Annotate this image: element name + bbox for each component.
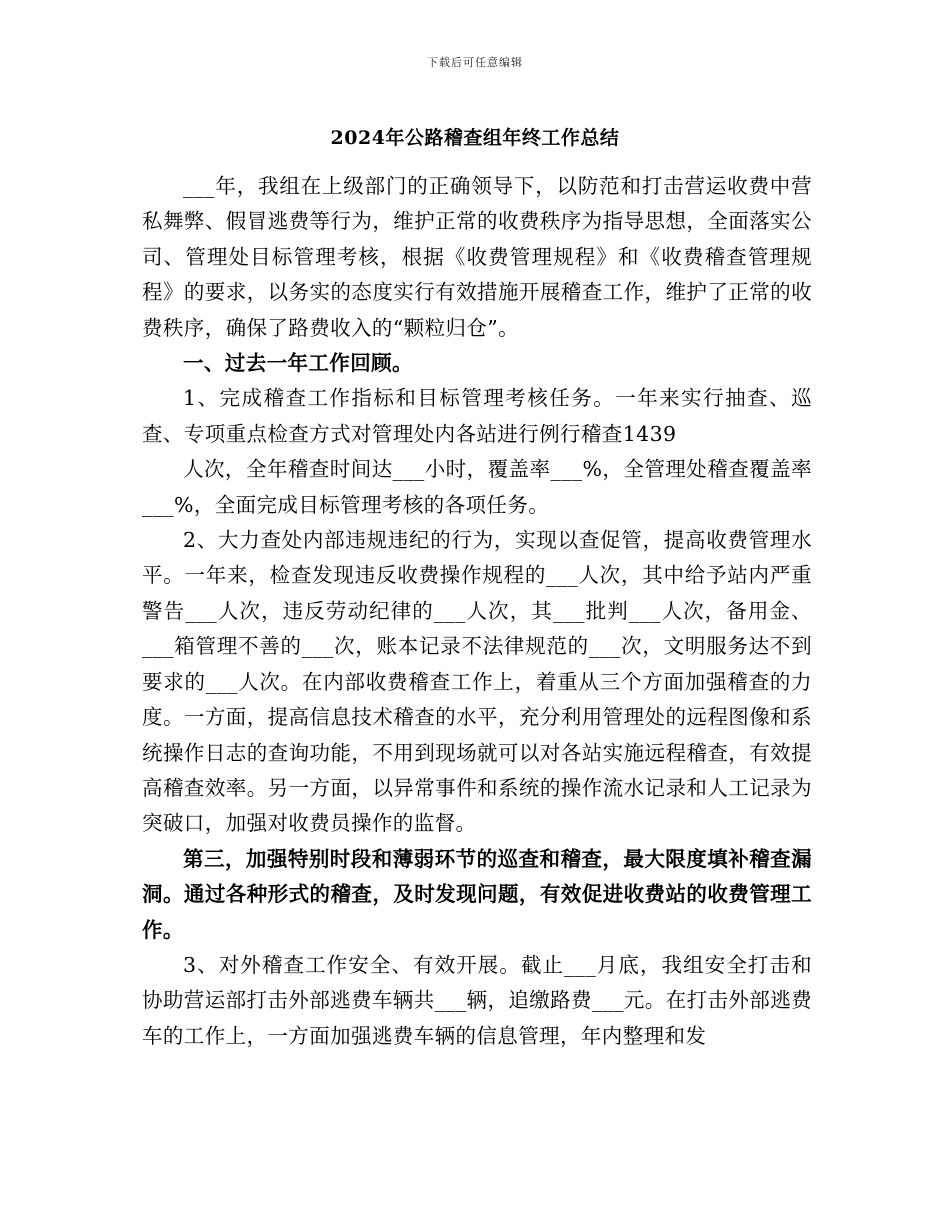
paragraph-item-3: 3、对外稽查工作安全、有效开展。截止___月底，我组安全打击和协助营运部打击外部逃费车辆共___辆，追缴路费___元。在打击外部逃费车的工作上，一方面加强逃费车辆的信息管理，年内整理和发 (142, 952, 812, 1048)
document-title: 2024年公路稽查组年终工作总结 (330, 127, 620, 149)
document-body (142, 169, 812, 1054)
header-note: 下载后可任意编辑 (427, 56, 523, 69)
paragraph-item-1-continued: 人次，全年稽查时间达___小时，覆盖率___%，全管理处稽查覆盖率___%，全面完成目标管理考核的各项任务。 (142, 457, 812, 517)
paragraph-item-1: 1、完成稽查工作指标和目标管理考核任务。一年来实行抽查、巡查、专项重点检查方式对管理处内各站进行例行稽查1439 (142, 386, 812, 446)
paragraph-third-point: 第三，加强特别时段和薄弱环节的巡查和稽查，最大限度填补稽查漏洞。通过各种形式的稽查，及时发现问题，有效促进收费站的收费管理工作。 (142, 846, 812, 942)
section-heading-review: 一、过去一年工作回顾。 (183, 351, 413, 376)
paragraph-item-2: 2、大力查处内部违规违纪的行为，实现以查促管，提高收费管理水平。一年来，检查发现违反收费操作规程的___人次，其中给予站内严重警告___人次，违反劳动纪律的___人次，其___批判___人次，备用金、___箱管理不善的___次，账本记录不法律规范的___次，文明服务达不到要求的___人次。在内部收费稽查工作上，着重从三个方面加强稽查的力度。一方面，提高信息技术稽查的水平，充分利用管理处的远程图像和系统操作日志的查询功能，不用到现场就可以对各站实施远程稽查，有效提高稽查效率。另一方面，以异常事件和系统的操作流水记录和人工记录为突破口，加强对收费员操作的监督。 (142, 528, 812, 836)
paragraph-intro: ___年，我组在上级部门的正确领导下，以防范和打击营运收费中营私舞弊、假冒逃费等行为，维护正常的收费秩序为指导思想，全面落实公司、管理处目标管理考核，根据《收费管理规程》和《收费稽查管理规程》的要求，以务实的态度实行有效措施开展稽查工作，维护了正常的收费秩序，确保了路费收入的“颗粒归仓”。 (142, 174, 812, 340)
